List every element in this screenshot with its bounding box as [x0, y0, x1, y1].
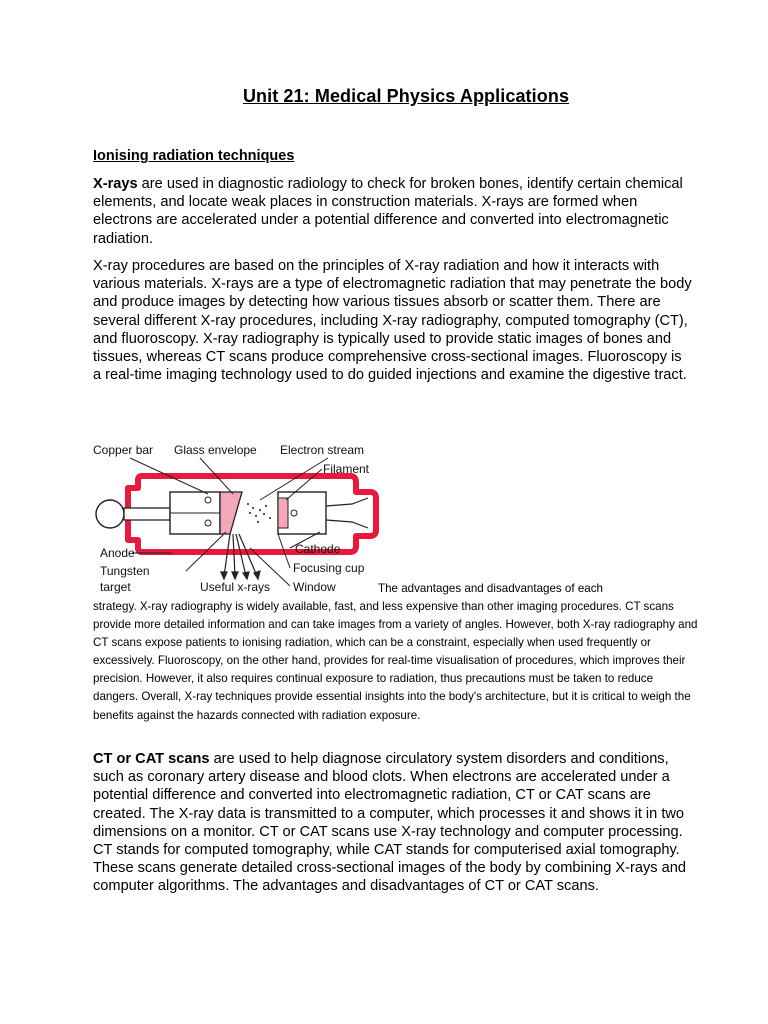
page-title-text: Unit 21: Medical Physics Applications: [242, 86, 570, 106]
tungsten-target-shape: [220, 492, 242, 534]
filament-wires: [326, 498, 368, 528]
electron-stream-dots: [247, 503, 271, 523]
label-electron-stream: Electron stream: [280, 443, 365, 457]
label-cathode: Cathode: [295, 542, 341, 556]
ct-scans-term: CT or CAT scans: [93, 751, 210, 767]
label-window: Window: [293, 580, 336, 594]
label-copper-bar: Copper bar: [93, 443, 154, 457]
xrays-term: X-rays: [93, 176, 138, 192]
page-title: [0, 86, 768, 107]
label-anode: Anode: [100, 546, 135, 560]
useful-xrays-arrows: [221, 534, 260, 579]
label-focusing-cup: Focusing cup: [293, 561, 365, 575]
label-filament: Filament: [323, 462, 370, 476]
label-target: target: [100, 580, 131, 594]
xrays-paragraph: [93, 175, 693, 248]
ct-scans-text: are used to help diagnose circulatory system disorders and conditions, such as coronary artery disease and blood clots. When electrons are accelerated under a potential difference and converted into electromagnetic radiation, CT or CAT scans are created. The X-ray data is transmitted to a computer, which processes it and shows it in two dimensions on a monitor. CT or CAT scans use X-ray technology and computer processing. CT stands for computed tomography, while CAT stands for computerised axial tomography. These scans generate detailed cross-sectional images of the body by combining X-rays and computer algorithms. The advantages and disadvantages of CT or CAT scans.: [93, 751, 686, 895]
label-tungsten: Tungsten: [100, 564, 150, 578]
copper-bar-shape: [124, 508, 170, 520]
procedures-paragraph: X-ray procedures are based on the principles of X-ray radiation and how it interacts with various materials. X-rays are a type of electromagnetic radiation that may penetrate the body and produce images by detecting how various tissues absorb or scatter them. There are several different X-ray procedures, including X-ray radiography, computed tomography (CT), and fluoroscopy. X-ray radiography is typically used to provide static images of bones and tissues, whereas CT scans produce comprehensive cross-sectional images. Fluoroscopy is a real-time imaging technology used to do guided injections and examine the digestive tract.: [93, 258, 692, 384]
label-glass-envelope: Glass envelope: [174, 443, 257, 457]
xrays-text: are used in diagnostic radiology to check for broken bones, identify certain chemical elements, and locate weak places in construction materials. X-rays are formed when electrons are accelerated under a potential difference and converted into electromagnetic radiation.: [93, 176, 683, 247]
anode-bulb: [96, 500, 124, 528]
section-heading: Ionising radiation techniques: [93, 148, 295, 164]
advantages-paragraph: strategy. X-ray radiography is widely available, fast, and less expensive than other imaging procedures. CT scans provide more detailed information and can take images from a variety of angles. However, both X-ray radiography and CT scans expose patients to ionising radiation, which can be a constraint, especially when used frequently or excessively. Fluoroscopy, on the other hand, provides for real-time visualisation of procedures, which improves their precision. However, it also requires continual exposure to radiation, thus precautions must be taken to reduce dangers. Overall, X-ray techniques provide essential insights into the body's architecture, but it is critical to weigh the benefits against the hazards connected with radiation exposure.: [93, 600, 698, 722]
ct-scans-paragraph: [93, 750, 693, 896]
advantages-first-line: The advantages and disadvantages of each: [378, 582, 603, 595]
label-useful-xrays: Useful x-rays: [200, 580, 271, 594]
xray-tube-diagram: [90, 438, 380, 600]
